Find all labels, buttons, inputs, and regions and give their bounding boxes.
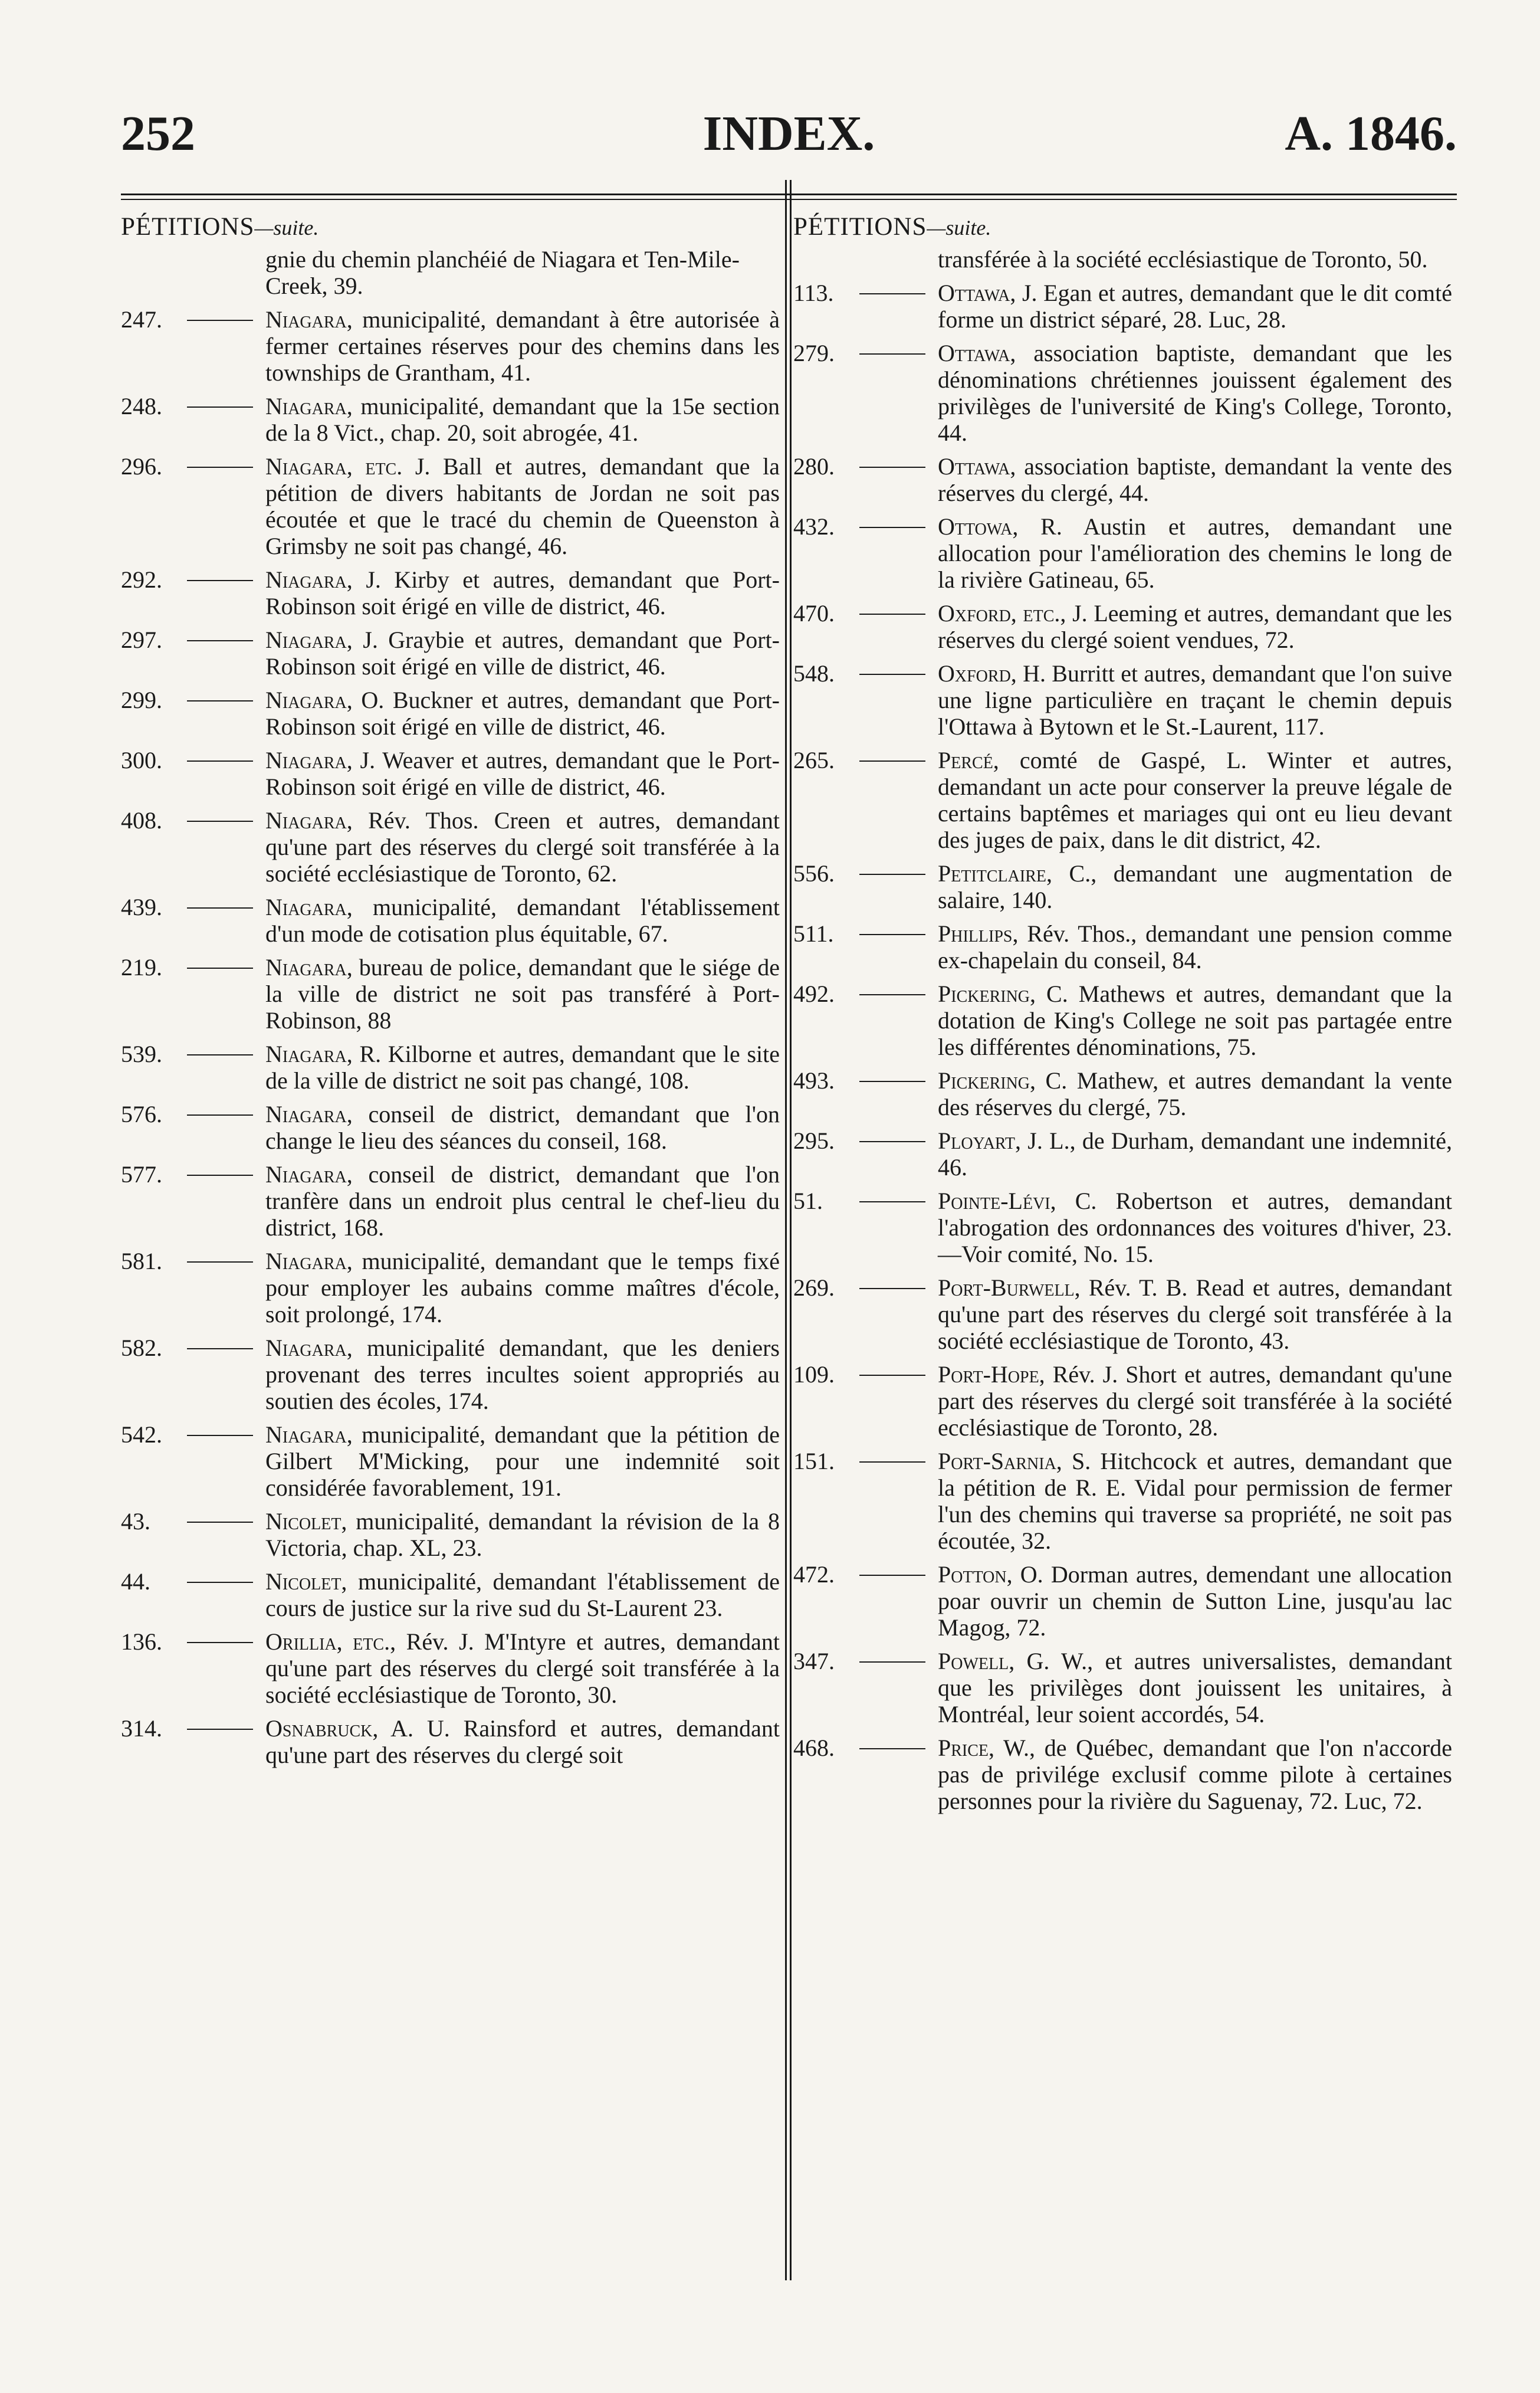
continuation-text: transférée à la société ecclésiastique de Toronto, 50. — [938, 246, 1428, 273]
entry-name: Petitclaire, — [938, 860, 1052, 887]
page-number: 252 — [121, 106, 195, 161]
entry-description: C. Mathew, et autres demandant la vente des réserves du clergé, 75. — [938, 1067, 1452, 1120]
entry-description: J. Weaver et autres, demandant que le Port-Robinson soit érigé en ville de district, 46. — [265, 747, 780, 800]
entry-text — [265, 306, 780, 386]
entry-text — [265, 566, 780, 619]
index-entry — [793, 1127, 1457, 1181]
entry-name: Niagara, — [265, 1041, 353, 1067]
entry-description: C. Robertson et autres, demandant l'abrogation des ordonnances des voitures d'hiver, 23.—Voir comité, No. 15. — [938, 1188, 1452, 1267]
entry-name: Niagara, — [265, 807, 353, 834]
entry-description: conseil de district, demandant que l'on tranfère dans un endroit plus central le chef-lieu du district, 168. — [265, 1161, 780, 1241]
index-entry — [121, 747, 784, 800]
entry-dash — [859, 527, 925, 528]
entry-name: Phillips, — [938, 920, 1019, 947]
entry-text — [938, 513, 1452, 593]
entry-description: municipalité, demandant la révision de la 8 Victoria, chap. XL, 23. — [265, 1508, 780, 1561]
entry-number: 511. — [793, 920, 834, 947]
entry-dash — [187, 700, 253, 701]
index-entry — [121, 894, 784, 947]
entry-name: Powell, — [938, 1648, 1015, 1674]
entry-text — [938, 860, 1452, 913]
entry-number: 472. — [793, 1561, 835, 1588]
entry-text — [265, 453, 780, 559]
entry-description: O. Dorman autres, demendant une allocation poar ouvrir un chemin de Sutton Line, jusqu'au lac Magog, 72. — [938, 1561, 1453, 1641]
index-entry — [121, 1248, 784, 1327]
index-entry — [793, 340, 1457, 446]
entry-number: 556. — [793, 860, 835, 887]
entry-number: 492. — [793, 981, 835, 1007]
index-entry — [793, 1561, 1457, 1641]
entry-name: Osnabruck, — [265, 1715, 379, 1742]
page-title: INDEX. — [702, 106, 875, 161]
entry-text — [265, 1248, 780, 1327]
index-entry — [793, 453, 1457, 506]
index-entry — [121, 1041, 784, 1094]
entry-description: H. Burritt et autres, demandant que l'on suive une ligne particulière en traçant le chemin depuis l'Ottawa à Bytown et le St.-Laurent, 117. — [938, 660, 1453, 740]
left-column — [121, 212, 784, 1775]
index-entry — [121, 453, 784, 559]
entry-text — [938, 981, 1452, 1060]
entry-description: O. Buckner et autres, demandant que Port-Robinson soit érigé en ville de district, 46. — [265, 687, 780, 740]
entry-dash — [187, 1435, 253, 1436]
entry-dash — [187, 580, 253, 581]
entry-number: 548. — [793, 660, 835, 687]
entry-dash — [859, 1141, 925, 1142]
entry-text — [938, 1648, 1452, 1727]
index-entry — [793, 1188, 1457, 1267]
entry-name: Oxford, — [938, 660, 1017, 687]
entry-description: Rév. J. M'Intyre et autres, demandant qu'une part des réserves du clergé soit transférée à la société ecclésiastique de Toronto, 30. — [265, 1628, 780, 1708]
entry-number: 439. — [121, 894, 162, 920]
index-entry — [793, 1448, 1457, 1554]
entry-name: Niagara, — [265, 566, 353, 593]
index-entry — [121, 1568, 784, 1621]
entry-dash — [187, 760, 253, 762]
continuation-text: gnie du chemin planchéié de Niagara et Ten-Mile-Creek, 39. — [265, 246, 740, 299]
entry-name: Pointe-Lévi, — [938, 1188, 1056, 1214]
entry-text — [265, 954, 780, 1034]
entry-description: association baptiste, demandant que les dénominations chrétiennes jouissent également des privilèges de l'université de King's College, Toronto, 44. — [938, 340, 1453, 446]
index-entry — [793, 660, 1457, 740]
entry-description: R. Kilborne et autres, demandant que le site de la ville de district ne soit pas changé, 108. — [265, 1041, 780, 1094]
entry-description: C. Mathews et autres, demandant que la dotation de King's College ne soit pas partagée entre les différentes dénominations, 75. — [938, 981, 1452, 1060]
index-entry — [793, 1274, 1457, 1354]
entry-text — [938, 280, 1452, 333]
entry-number: 576. — [121, 1101, 162, 1127]
index-entry — [793, 280, 1457, 333]
entry-name: Price, — [938, 1735, 995, 1761]
entry-number: 44. — [121, 1568, 150, 1595]
entry-dash — [187, 407, 253, 408]
index-entry — [121, 627, 784, 680]
entry-description: Rév. Thos. Creen et autres, demandant qu'une part des réserves du clergé soit transférée à la société ecclésiastique de Toronto, 62. — [265, 807, 780, 887]
entry-text — [938, 340, 1452, 446]
entry-dash — [187, 1175, 253, 1176]
index-entry — [121, 566, 784, 619]
entry-description: J. Ball et autres, demandant que la pétition de divers habitants de Jordan ne soit pas écoutée et que le tracé du chemin de Queenston à Grimsby ne soit pas changé, 46. — [265, 453, 780, 559]
entry-number: 468. — [793, 1735, 835, 1761]
index-entry — [793, 920, 1457, 973]
entry-dash — [187, 1522, 253, 1523]
entry-description: association baptiste, demandant la vente des réserves du clergé, 44. — [938, 453, 1453, 506]
entry-name: Port-Burwell, — [938, 1274, 1081, 1301]
entry-description: municipalité, demandant que la pétition de Gilbert M'Micking, pour une indemnité soit considérée favorablement, 191. — [265, 1421, 780, 1501]
entry-text — [938, 453, 1452, 506]
entry-description: municipalité, demandant à être autorisée à fermer certaines réserves pour des chemins dans les townships de Grantham, 41. — [265, 306, 780, 386]
entry-number: 299. — [121, 687, 162, 713]
entry-dash — [187, 1054, 253, 1055]
entry-number: 280. — [793, 453, 835, 480]
entry-dash — [859, 1288, 925, 1289]
entry-description: municipalité, demandant que la 15e section de la 8 Vict., chap. 20, soit abrogée, 41. — [265, 393, 780, 446]
index-entry — [121, 1628, 784, 1708]
entry-description: W., de Québec, demandant que l'on n'accorde pas de privilége exclusif comme pilote à certaines personnes pour la rivière du Saguenay, 72. Luc, 72. — [938, 1735, 1452, 1814]
entry-text — [265, 687, 780, 740]
entry-number: 539. — [121, 1041, 162, 1067]
page-year: A. 1846. — [1285, 106, 1457, 161]
entry-number: 314. — [121, 1715, 162, 1742]
entry-name: Niagara, — [265, 1421, 353, 1448]
entry-description: J. Kirby et autres, demandant que Port-Robinson soit érigé en ville de district, 46. — [265, 566, 780, 619]
entry-text — [265, 393, 780, 446]
entry-name: Niagara, etc. — [265, 453, 403, 480]
entry-number: 279. — [793, 340, 835, 366]
entry-number: 581. — [121, 1248, 162, 1274]
entry-name: Ottowa, — [938, 513, 1019, 540]
entry-dash — [187, 1729, 253, 1730]
index-entry — [793, 747, 1457, 853]
entry-dash — [187, 1582, 253, 1583]
entry-name: Orillia, etc., — [265, 1628, 396, 1655]
entry-number: 297. — [121, 627, 162, 653]
entry-dash — [859, 614, 925, 615]
entry-description: comté de Gaspé, L. Winter et autres, demandant un acte pour conserver la preuve légale de certains baptêmes et mariages qui ont eu lieu devant des juges de paix, dans le dit district, 42. — [938, 747, 1452, 853]
entry-text — [265, 1508, 780, 1561]
index-entry — [793, 1067, 1457, 1120]
entry-description: Rév. J. Short et autres, demandant qu'une part des réserves du clergé soit transférée à la société ecclésiastique de Toronto, 28. — [938, 1361, 1453, 1441]
page-header — [121, 106, 1457, 174]
entry-text — [938, 600, 1452, 653]
entry-text — [265, 1628, 780, 1708]
entry-name: Potton, — [938, 1561, 1013, 1588]
entry-text — [938, 1067, 1452, 1120]
entry-description: G. W., et autres universalistes, demandant que les privilèges dont jouissent les unitaires, à Montréal, leur soient accordés, 54. — [938, 1648, 1453, 1727]
entry-number: 295. — [793, 1127, 835, 1154]
entry-dash — [187, 1261, 253, 1263]
entry-name: Niagara, — [265, 1335, 353, 1361]
entry-description: S. Hitchcock et autres, demandant que la pétition de R. E. Vidal pour permission de fermer l'un des chemins qui traverse sa propriété, ne soit pas écoutée, 32. — [938, 1448, 1453, 1554]
index-entry — [121, 1508, 784, 1561]
entry-text — [265, 747, 780, 800]
entry-description: C., demandant une augmentation de salaire, 140. — [938, 860, 1453, 913]
entry-dash — [187, 821, 253, 822]
entry-number: 109. — [793, 1361, 835, 1388]
entry-description: J. Leeming et autres, demandant que les réserves du clergé soient vendues, 72. — [938, 600, 1452, 653]
entry-description: municipalité, demandant l'établissement de cours de justice sur la rive sud du St-Laurent 23. — [265, 1568, 780, 1621]
entry-number: 493. — [793, 1067, 835, 1094]
entry-description: J. Egan et autres, demandant que le dit comté forme un district séparé, 28. Luc, 28. — [938, 280, 1453, 333]
entry-name: Ottawa, — [938, 340, 1016, 366]
entry-name: Niagara, — [265, 1161, 353, 1188]
entry-dash — [859, 1375, 925, 1376]
entry-text — [265, 1101, 780, 1154]
entry-number: 470. — [793, 600, 835, 627]
entry-text — [938, 1561, 1452, 1641]
index-entry — [121, 807, 784, 887]
header-rule-thin — [121, 199, 1457, 200]
column-divider-left — [785, 180, 787, 2280]
entry-number: 248. — [121, 393, 162, 419]
column-divider-right — [790, 180, 792, 2280]
entry-description: bureau de police, demandant que le siége de la ville de district ne soit pas transféré à Port-Robinson, 88 — [265, 954, 780, 1034]
entry-name: Oxford, etc., — [938, 600, 1066, 627]
entry-number: 136. — [121, 1628, 162, 1655]
entry-name: Niagara, — [265, 627, 353, 653]
entry-text — [265, 807, 780, 887]
entry-number: 292. — [121, 566, 162, 593]
index-entry — [121, 393, 784, 446]
entry-number: 296. — [121, 453, 162, 480]
entry-number: 347. — [793, 1648, 835, 1674]
index-entry — [793, 860, 1457, 913]
index-entry — [121, 1715, 784, 1768]
entry-text — [938, 660, 1452, 740]
index-entry — [793, 981, 1457, 1060]
entry-number: 265. — [793, 747, 835, 773]
entry-description: Rév. T. B. Read et autres, demandant qu'une part des réserves du clergé soit transférée à la société ecclésiastique de Toronto, 43. — [938, 1274, 1453, 1354]
entry-number: 43. — [121, 1508, 150, 1535]
entry-name: Niagara, — [265, 894, 353, 920]
entry-dash — [859, 674, 925, 675]
entry-dash — [187, 1348, 253, 1349]
entry-dash — [859, 1201, 925, 1202]
entry-dash — [859, 1081, 925, 1082]
index-entry — [793, 513, 1457, 593]
entry-text — [265, 1568, 780, 1621]
entry-dash — [859, 467, 925, 468]
index-entry — [121, 1101, 784, 1154]
entry-text — [938, 1127, 1452, 1181]
entry-text — [938, 1274, 1452, 1354]
entry-dash — [187, 968, 253, 969]
entry-name: Niagara, — [265, 393, 353, 419]
entry-list — [121, 306, 784, 1768]
entry-text — [265, 1335, 780, 1414]
entry-text — [265, 1715, 780, 1768]
entry-dash — [859, 1575, 925, 1576]
entry-dash — [859, 1661, 925, 1663]
entry-name: Niagara, — [265, 954, 353, 981]
entry-list — [793, 280, 1457, 1814]
index-entry — [121, 954, 784, 1034]
column-heading: PÉTITIONS—suite. — [793, 213, 991, 241]
entry-description: A. U. Rainsford et autres, demandant qu'une part des réserves du clergé soit — [265, 1715, 780, 1768]
entry-dash — [187, 320, 253, 321]
entry-number: 113. — [793, 280, 834, 306]
entry-name: Ployart, — [938, 1127, 1022, 1154]
entry-name: Niagara, — [265, 306, 353, 333]
entry-text — [938, 747, 1452, 853]
index-entry — [121, 1161, 784, 1241]
entry-number: 151. — [793, 1448, 835, 1474]
index-entry — [121, 687, 784, 740]
entry-text — [938, 1361, 1452, 1441]
entry-dash — [187, 1114, 253, 1116]
entry-dash — [859, 760, 925, 762]
index-entry — [121, 1421, 784, 1501]
entry-dash — [187, 907, 253, 909]
entry-description: Rév. Thos., demandant une pension comme ex-chapelain du conseil, 84. — [938, 920, 1453, 973]
entry-name: Niagara, — [265, 1248, 353, 1274]
entry-name: Niagara, — [265, 747, 353, 773]
entry-number: 219. — [121, 954, 162, 981]
entry-text — [938, 1188, 1452, 1267]
entry-description: R. Austin et autres, demandant une allocation pour l'amélioration des chemins le long de la rivière Gatineau, 65. — [938, 513, 1452, 593]
column-heading: PÉTITIONS—suite. — [121, 213, 319, 241]
index-entry — [793, 1648, 1457, 1727]
entry-dash — [859, 874, 925, 875]
entry-number: 269. — [793, 1274, 835, 1301]
entry-number: 247. — [121, 306, 162, 333]
entry-dash — [859, 1461, 925, 1463]
entry-dash — [859, 353, 925, 355]
entry-text — [938, 1448, 1452, 1554]
entry-number: 577. — [121, 1161, 162, 1188]
entry-dash — [859, 1748, 925, 1749]
index-entry — [793, 1735, 1457, 1814]
entry-text — [265, 1041, 780, 1094]
entry-dash — [859, 293, 925, 294]
entry-name: Ottawa, — [938, 280, 1016, 306]
entry-dash — [187, 640, 253, 641]
entry-name: Niagara, — [265, 687, 353, 713]
entry-number: 542. — [121, 1421, 162, 1448]
entry-dash — [859, 994, 925, 995]
entry-name: Pickering, — [938, 1067, 1036, 1094]
entry-name: Nicolet, — [265, 1508, 347, 1535]
entry-name: Nicolet, — [265, 1568, 347, 1595]
entry-name: Port-Sarnia, — [938, 1448, 1062, 1474]
entry-dash — [859, 934, 925, 935]
index-entry — [793, 600, 1457, 653]
entry-number: 51. — [793, 1188, 823, 1214]
entry-name: Percé, — [938, 747, 999, 773]
header-rule-thick — [121, 194, 1457, 195]
index-entry — [793, 1361, 1457, 1441]
entry-number: 582. — [121, 1335, 162, 1361]
entry-number: 408. — [121, 807, 162, 834]
entry-text — [265, 1161, 780, 1241]
entry-text — [938, 1735, 1452, 1814]
entry-description: J. Graybie et autres, demandant que Port-Robinson soit érigé en ville de district, 46. — [265, 627, 780, 680]
entry-description: J. L., de Durham, demandant une indemnité, 46. — [938, 1127, 1453, 1181]
entry-name: Port-Hope, — [938, 1361, 1045, 1388]
entry-description: municipalité, demandant l'établissement d'un mode de cotisation plus équitable, 67. — [265, 894, 780, 947]
entry-text — [265, 1421, 780, 1501]
entry-dash — [187, 467, 253, 468]
entry-description: municipalité demandant, que les deniers provenant des terres incultes soient appropriés au soutien des écoles, 174. — [265, 1335, 780, 1414]
entry-text — [265, 894, 780, 947]
entry-number: 432. — [793, 513, 835, 540]
entry-name: Pickering, — [938, 981, 1036, 1007]
entry-dash — [187, 1642, 253, 1643]
right-column — [793, 212, 1457, 1821]
entry-name: Ottawa, — [938, 453, 1016, 480]
entry-description: municipalité, demandant que le temps fixé pour employer les aubains comme maîtres d'école, soit prolongé, 174. — [265, 1248, 780, 1327]
entry-text — [938, 920, 1452, 973]
entry-text — [265, 627, 780, 680]
entry-description: conseil de district, demandant que l'on change le lieu des séances du conseil, 168. — [265, 1101, 780, 1154]
index-entry — [121, 306, 784, 386]
index-entry — [121, 1335, 784, 1414]
entry-number: 300. — [121, 747, 162, 773]
entry-name: Niagara, — [265, 1101, 353, 1127]
